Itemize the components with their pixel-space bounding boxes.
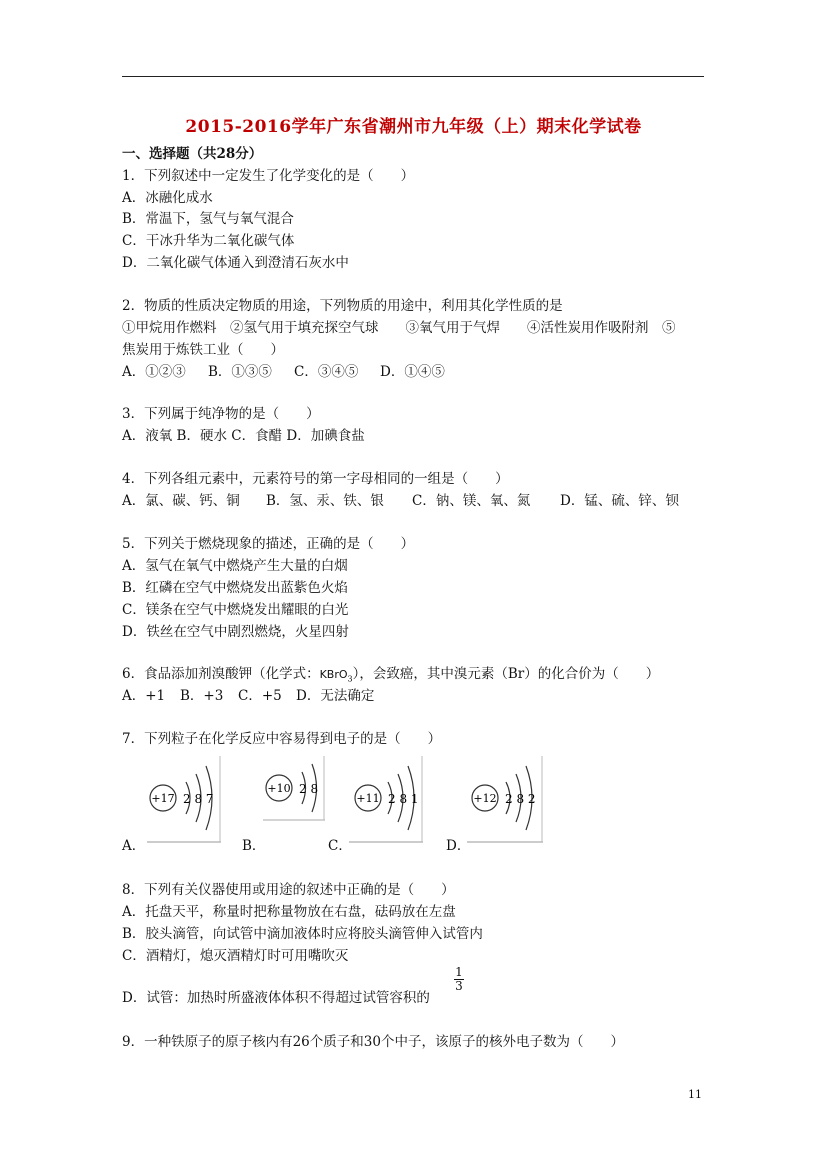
question-2-options (122, 362, 445, 382)
question-6-option-d: D．无法确定 (296, 688, 375, 704)
question-2-option-a: A．①②③ (122, 364, 186, 380)
question-5-stem: 5．下列关于燃烧现象的描述，正确的是（ ） (122, 536, 415, 552)
question-5-option-b: B．红磷在空气中燃烧发出蓝紫色火焰 (122, 580, 348, 596)
question-1-option-d: D．二氧化碳气体通入到澄清石灰水中 (122, 255, 349, 271)
question-1-option-a: A．冰融化成水 (122, 190, 213, 206)
question-2-items: ①甲烷用作燃料 ②氢气用于填充探空气球 ③氧气用于气焊 ④活性炭用作吸附剂 ⑤ (122, 320, 676, 336)
question-8-option-c: C．酒精灯，熄灭酒精灯时可用嘴吹灭 (122, 948, 349, 964)
atom-b-shells: 2 8 (299, 782, 319, 796)
question-2-option-c: C．③④⑤ (294, 364, 359, 380)
atom-diagram-a (146, 752, 222, 844)
question-9-stem: 9．一种铁原子的原子核内有26个质子和30个中子，该原子的核外电子数为（ ） (122, 1034, 624, 1050)
question-3-options: A．液氧 B．硬水 C．食醋 D．加碘食盐 (122, 428, 365, 444)
question-8-option-a: A．托盘天平，称量时把称量物放在右盘，砝码放在左盘 (122, 904, 456, 920)
question-4-option-a: A．氯、碳、钙、铜 (122, 493, 240, 509)
question-6-stem-start: 6．食品添加剂溴酸钾（化学式： (122, 666, 320, 682)
atom-diagram-b (262, 752, 326, 822)
question-4-option-b: B．氢、汞、铁、银 (266, 493, 384, 509)
question-6-option-a: A．+1 (122, 688, 166, 704)
question-8-stem: 8．下列有关仪器使用或用途的叙述中正确的是（ ） (122, 882, 455, 898)
question-2-stem: 2．物质的性质决定物质的用途，下列物质的用途中，利用其化学性质的是 (122, 298, 563, 314)
question-1-stem: 1．下列叙述中一定发生了化学变化的是（ ） (122, 168, 415, 184)
question-2-option-b: B．①③⑤ (208, 364, 272, 380)
fraction-numerator: 1 (455, 965, 463, 979)
question-4-option-c: C．钠、镁、氧、氮 (412, 493, 531, 509)
question-7-option-a: A． (122, 838, 146, 854)
atom-a-nucleus: +17 (151, 792, 175, 805)
question-1-option-b: B．常温下，氢气与氧气混合 (122, 211, 294, 227)
atom-c-shells: 2 8 1 (388, 792, 419, 806)
question-2-option-d: D．①④⑤ (380, 364, 445, 380)
question-7-stem: 7．下列粒子在化学反应中容易得到电子的是（ ） (122, 731, 442, 747)
question-8-option-b: B．胶头滴管，向试管中滴加液体时应将胶头滴管伸入试管内 (122, 926, 483, 942)
atom-diagram-d (466, 752, 544, 844)
page-title: 2015-2016学年广东省潮州市九年级（上）期末化学试卷 (185, 117, 642, 137)
fraction-denominator: 3 (455, 979, 463, 993)
question-2-items-cont: 焦炭用于炼铁工业（ ） (122, 342, 284, 358)
atom-d-nucleus: +12 (473, 792, 497, 805)
fraction-one-third (454, 966, 464, 993)
atom-b-nucleus: +10 (267, 782, 291, 795)
question-3-stem: 3．下列属于纯净物的是（ ） (122, 406, 320, 422)
question-7-option-b: B． (242, 838, 266, 854)
question-6-stem-end: ），会致癌，其中溴元素（Br）的化合价为（ ） (352, 666, 660, 682)
question-6-options (122, 686, 374, 706)
question-7-option-c: C． (328, 838, 352, 854)
question-4-option-d: D．锰、硫、锌、钡 (560, 493, 679, 509)
question-5-option-d: D．铁丝在空气中剧烈燃烧，火星四射 (122, 624, 349, 640)
atom-d-shells: 2 8 2 (505, 792, 536, 806)
section-heading: 一、选择题（共28分） (122, 146, 263, 162)
chemical-formula: KBrO (319, 668, 348, 681)
header-rule (122, 76, 704, 77)
atom-c-nucleus: +11 (356, 792, 380, 805)
question-5-option-c: C．镁条在空气中燃烧发出耀眼的白光 (122, 602, 349, 618)
page-number: 11 (688, 1088, 702, 1101)
formula-subscript: 3 (347, 674, 353, 684)
question-4-options (122, 491, 679, 511)
question-6-option-b: B．+3 (180, 688, 224, 704)
question-4-stem: 4．下列各组元素中，元素符号的第一字母相同的一组是（ ） (122, 471, 509, 487)
question-6-option-c: C．+5 (238, 688, 282, 704)
atom-diagram-c (348, 752, 424, 844)
question-1-option-c: C．干冰升华为二氧化碳气体 (122, 233, 295, 249)
question-8-option-d: D．试管：加热时所盛液体体积不得超过试管容积的 (122, 990, 430, 1006)
atom-a-shells: 2 8 7 (183, 792, 214, 806)
question-7-option-d: D． (446, 838, 471, 854)
question-5-option-a: A．氢气在氧气中燃烧产生大量的白烟 (122, 558, 348, 574)
